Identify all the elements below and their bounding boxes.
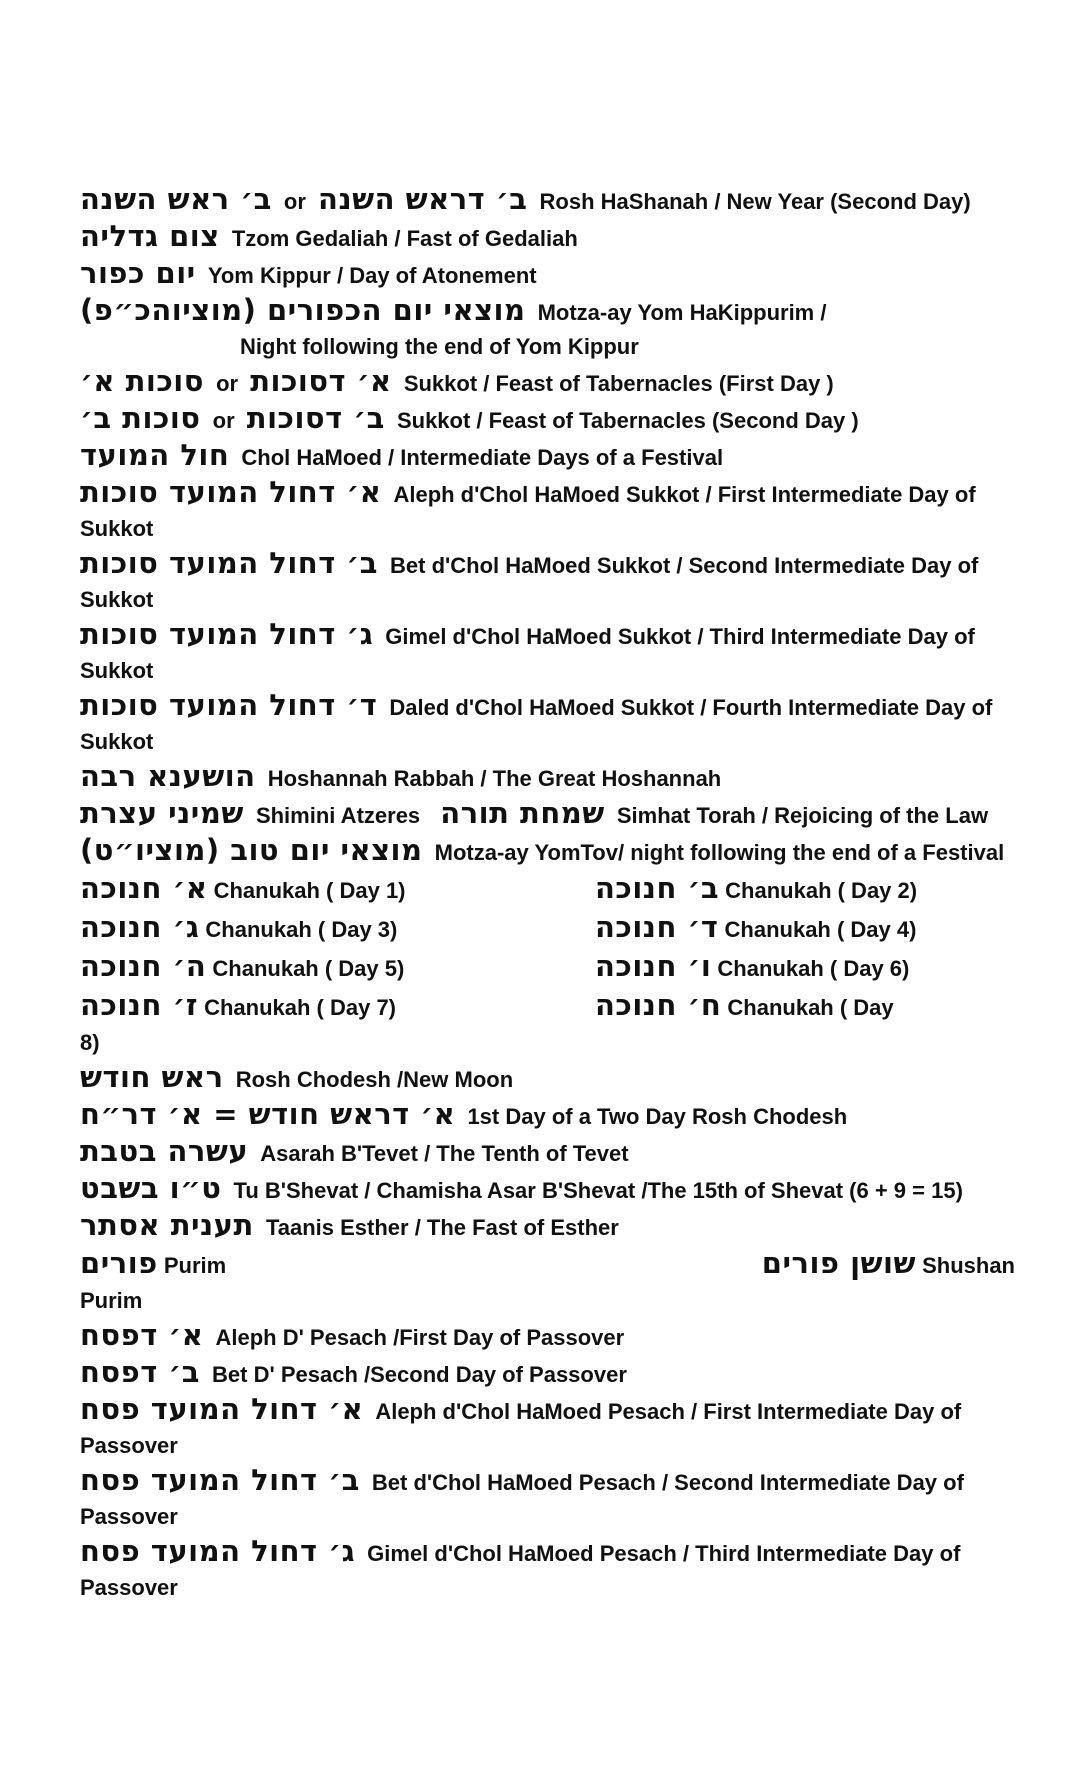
entry-tu-bshevat [80, 1171, 1015, 1208]
entry-taanis-esther [80, 1208, 1015, 1245]
hebrew-term: ד׳ חנוכה [595, 910, 719, 944]
entry-tzom-gedaliah [80, 219, 1015, 256]
english-term: Hoshannah Rabbah / The Great Hoshannah [267, 766, 722, 791]
hebrew-term: ה׳ חנוכה [80, 949, 207, 983]
english-term: 1st Day of a Two Day Rosh Chodesh [467, 1104, 848, 1129]
hebrew-term: פורים [80, 1246, 158, 1280]
english-term: Tu B'Shevat / Chamisha Asar B'Shevat /The 15th of Shevat (6 + 9 = 15) [233, 1178, 963, 1203]
purim-row [80, 1245, 1015, 1284]
entry-chol-hamoed-sukkot-2 [80, 546, 1015, 617]
hebrew-term: שמיני עצרת [80, 796, 244, 830]
hebrew-term: ב׳ דחול המועד סוכות [80, 546, 378, 580]
hebrew-term: ג׳ חנוכה [80, 910, 200, 944]
hebrew-term-alt: ב׳ דסוכות [246, 401, 385, 435]
hebrew-term: ו׳ חנוכה [595, 949, 712, 983]
english-term: Chanukah ( Day 2) [725, 878, 918, 903]
entry-pesach-2 [80, 1355, 1015, 1392]
english-term: Chanukah ( Day 4) [724, 917, 917, 942]
english-term: Taanis Esther / The Fast of Esther [265, 1215, 619, 1240]
hebrew-term: תענית אסתר [80, 1208, 254, 1242]
english-term: Shimini Atzeres [255, 803, 421, 828]
hebrew-term: ח׳ חנוכה [595, 988, 722, 1022]
entry-sukkot-1 [80, 364, 1015, 401]
entry-chol-hamoed-sukkot-4 [80, 688, 1015, 759]
entry-chol-hamoed-pesach-1 [80, 1392, 1015, 1463]
entry-shimini-atzeres [80, 796, 1015, 833]
hebrew-term: מוצאי יום טוב (מוציו״ט) [80, 833, 423, 867]
hebrew-term: שושן פורים [761, 1246, 916, 1280]
hebrew-term: ב׳ דפסח [80, 1355, 200, 1389]
english-term: Motza-ay YomTov/ night following the end of a Festival [434, 840, 1005, 865]
hebrew-term: א׳ דחול המועד סוכות [80, 475, 382, 509]
english-term: Sukkot / Feast of Tabernacles (Second Day ) [396, 408, 859, 433]
hebrew-term: ב׳ ראש השנה [80, 182, 272, 216]
hebrew-term: ט״ו בשבט [80, 1171, 222, 1205]
entry-rosh-hashanah-2 [80, 182, 1015, 219]
hebrew-term: סוכות ב׳ [80, 401, 201, 435]
english-term: Yom Kippur / Day of Atonement [207, 263, 537, 288]
english-term: Tzom Gedaliah / Fast of Gedaliah [231, 226, 578, 251]
entry-sukkot-2 [80, 401, 1015, 438]
entry-motzaay-yomtov [80, 833, 1015, 870]
english-term: Gimel d'Chol HaMoed Pesach / Third Intermediate Day of Passover [80, 1541, 961, 1600]
english-term: Motza-ay Yom HaKippurim / [537, 300, 827, 325]
chanukah-row-1 [80, 870, 1015, 909]
english-term: Daled d'Chol HaMoed Sukkot / Fourth Intermediate Day of Sukkot [80, 695, 993, 754]
english-term: Bet D' Pesach /Second Day of Passover [212, 1362, 627, 1387]
hebrew-term: הושענא רבה [80, 759, 256, 793]
hebrew-term-alt: ב׳ דראש השנה [318, 182, 528, 216]
or-word: or [283, 189, 306, 214]
entry-chol-hamoed-pesach-3 [80, 1534, 1015, 1605]
hebrew-term: ז׳ חנוכה [80, 988, 198, 1022]
english-term: Chanukah ( Day [727, 995, 894, 1020]
hebrew-term-simhat-torah: שמחת תורה [440, 796, 605, 830]
hebrew-term: ראש חודש [80, 1060, 224, 1094]
hebrew-term: א׳ דפסח [80, 1318, 204, 1352]
entry-chol-hamoed-sukkot-3 [80, 617, 1015, 688]
english-term: Aleph d'Chol HaMoed Sukkot / First Intermediate Day of Sukkot [80, 482, 976, 541]
entry-yom-kippur [80, 256, 1015, 293]
english-term: Chol HaMoed / Intermediate Days of a Festival [241, 445, 724, 470]
entry-asarah-btevet [80, 1134, 1015, 1171]
entry-rosh-chodesh-1 [80, 1097, 1015, 1134]
chanukah-row-4 [80, 987, 1015, 1026]
hebrew-term: ג׳ דחול המועד סוכות [80, 617, 374, 651]
purim-tail: Purim [80, 1288, 143, 1313]
english-term: Aleph d'Chol HaMoed Pesach / First Intermediate Day of Passover [80, 1399, 962, 1458]
or-word: or [216, 371, 239, 396]
hebrew-term: עשרה בטבת [80, 1134, 249, 1168]
chanukah-row-2 [80, 909, 1015, 948]
hebrew-term-alt: א׳ דסוכות [250, 364, 392, 398]
hebrew-term: א׳ דחול המועד פסח [80, 1392, 364, 1426]
english-term: Chanukah ( Day 3) [205, 917, 398, 942]
entry-motzaay-yom-kippur [80, 293, 1015, 364]
english-term: Gimel d'Chol HaMoed Sukkot / Third Intermediate Day of Sukkot [80, 624, 975, 683]
hebrew-term: חול המועד [80, 438, 230, 472]
hebrew-term: א׳ חנוכה [80, 871, 208, 905]
hebrew-term: ב׳ דחול המועד פסח [80, 1463, 360, 1497]
english-term: Rosh HaShanah / New Year (Second Day) [539, 189, 971, 214]
english-term: Rosh Chodesh /New Moon [235, 1067, 514, 1092]
chanukah-row-3 [80, 948, 1015, 987]
entry-chol-hamoed [80, 438, 1015, 475]
english-term: Chanukah ( Day 6) [717, 956, 910, 981]
hebrew-term: ב׳ חנוכה [595, 871, 720, 905]
english-term: Sukkot / Feast of Tabernacles (First Day ) [403, 371, 834, 396]
english-term: Bet d'Chol HaMoed Pesach / Second Intermediate Day of Passover [80, 1470, 964, 1529]
english-term: Shushan [922, 1253, 1015, 1278]
english-term: Bet d'Chol HaMoed Sukkot / Second Intermediate Day of Sukkot [80, 553, 979, 612]
english-term: Aleph D' Pesach /First Day of Passover [215, 1325, 625, 1350]
hebrew-term: יום כפור [80, 256, 196, 290]
hebrew-term: ג׳ דחול המועד פסח [80, 1534, 356, 1568]
or-word: or [212, 408, 235, 433]
entry-rosh-chodesh [80, 1060, 1015, 1097]
english-term: Chanukah ( Day 5) [212, 956, 405, 981]
hebrew-term: א׳ דראש חודש = א׳ דר״ח [80, 1097, 456, 1131]
english-term: Chanukah ( Day 1) [213, 878, 406, 903]
entry-chol-hamoed-pesach-2 [80, 1463, 1015, 1534]
english-term: Purim [163, 1253, 227, 1278]
entry-pesach-1 [80, 1318, 1015, 1355]
entry-hoshannah-rabbah [80, 759, 1015, 796]
english-term: Asarah B'Tevet / The Tenth of Tevet [260, 1141, 629, 1166]
chanukah-day8-tail: 8) [80, 1030, 100, 1055]
hebrew-term: ד׳ דחול המועד סוכות [80, 688, 378, 722]
hebrew-term: מוצאי יום הכפורים (מוציוהכ״פ) [80, 293, 526, 327]
hebrew-term: סוכות א׳ [80, 364, 204, 398]
holiday-list [80, 182, 1015, 1605]
english-term: Chanukah ( Day 7) [204, 995, 397, 1020]
entry-chol-hamoed-sukkot-1 [80, 475, 1015, 546]
hebrew-term: צום גדליה [80, 219, 220, 253]
english-term-simhat-torah: Simhat Torah / Rejoicing of the Law [616, 803, 989, 828]
english-term-continued: Night following the end of Yom Kippur [240, 334, 639, 359]
